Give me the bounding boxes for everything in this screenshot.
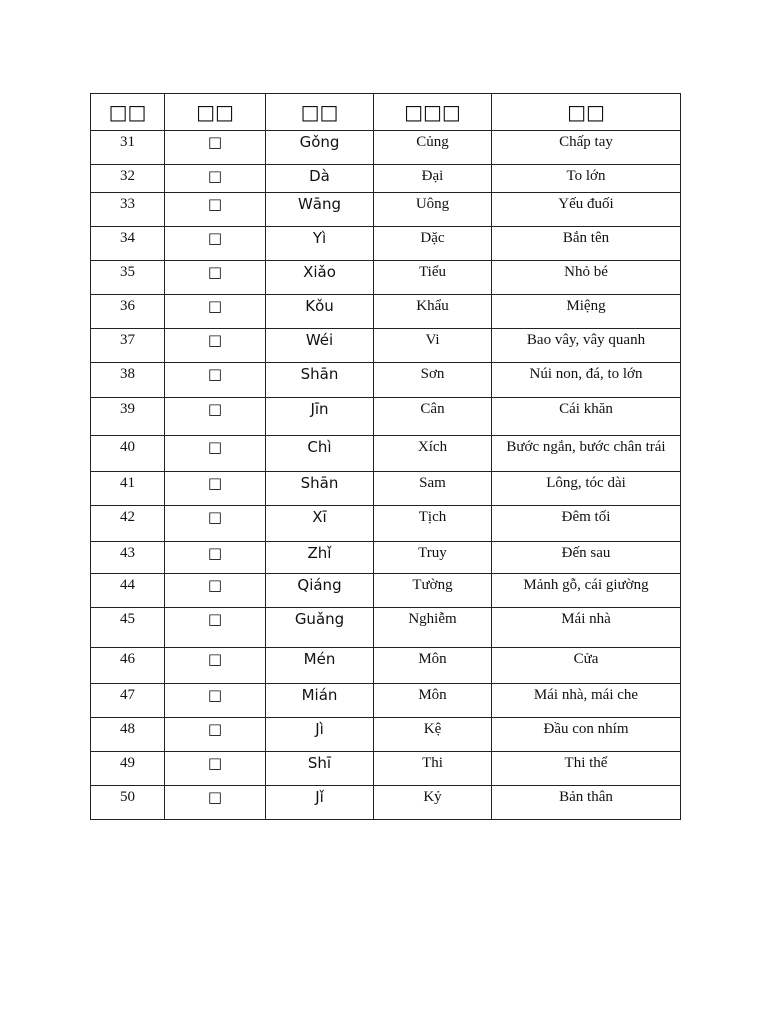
cell-pinyin: Gǒng [266,131,374,165]
cell-meaning: Thi thể [492,752,681,786]
cell-number: 46 [91,648,165,684]
cell-meaning: Nhỏ bé [492,261,681,295]
cell-sino-vietnamese: Khẩu [374,295,492,329]
cell-number: 44 [91,574,165,608]
cell-number: 45 [91,608,165,648]
cell-meaning: Mái nhà [492,608,681,648]
cell-character: □ [165,752,266,786]
cell-pinyin: Mián [266,684,374,718]
header-pinyin: □□ [266,94,374,131]
table-row [91,506,681,542]
cell-pinyin: Yì [266,227,374,261]
cell-pinyin: Shān [266,472,374,506]
table-row [91,542,681,574]
cell-pinyin: Mén [266,648,374,684]
cell-number: 50 [91,786,165,820]
cell-character: □ [165,165,266,193]
radicals-table [90,93,681,820]
cell-sino-vietnamese: Uông [374,193,492,227]
cell-meaning: Cái khăn [492,398,681,436]
cell-number: 42 [91,506,165,542]
cell-sino-vietnamese: Đại [374,165,492,193]
table-row [91,718,681,752]
cell-number: 36 [91,295,165,329]
table-row [91,329,681,363]
cell-pinyin: Shī [266,752,374,786]
table-row [91,472,681,506]
cell-pinyin: Jì [266,718,374,752]
table-row [91,398,681,436]
cell-character: □ [165,718,266,752]
cell-sino-vietnamese: Sơn [374,363,492,398]
cell-meaning: Lông, tóc dài [492,472,681,506]
cell-pinyin: Kǒu [266,295,374,329]
table-row [91,608,681,648]
cell-number: 31 [91,131,165,165]
header-meaning: □□ [492,94,681,131]
cell-meaning: Bắn tên [492,227,681,261]
cell-meaning: Chấp tay [492,131,681,165]
cell-pinyin: Jǐ [266,786,374,820]
cell-meaning: Miệng [492,295,681,329]
cell-meaning: Mảnh gỗ, cái giường [492,574,681,608]
cell-pinyin: Dà [266,165,374,193]
cell-meaning: Đêm tối [492,506,681,542]
table-row [91,227,681,261]
cell-character: □ [165,436,266,472]
cell-sino-vietnamese: Tịch [374,506,492,542]
cell-sino-vietnamese: Kỷ [374,786,492,820]
cell-sino-vietnamese: Vi [374,329,492,363]
table-row [91,786,681,820]
cell-pinyin: Guǎng [266,608,374,648]
cell-number: 39 [91,398,165,436]
cell-meaning: To lớn [492,165,681,193]
cell-character: □ [165,574,266,608]
table-row [91,436,681,472]
cell-meaning: Đến sau [492,542,681,574]
cell-number: 34 [91,227,165,261]
cell-character: □ [165,261,266,295]
cell-number: 43 [91,542,165,574]
table-row [91,684,681,718]
cell-pinyin: Jīn [266,398,374,436]
cell-number: 33 [91,193,165,227]
cell-number: 35 [91,261,165,295]
cell-character: □ [165,131,266,165]
cell-character: □ [165,684,266,718]
cell-pinyin: Xī [266,506,374,542]
cell-pinyin: Shān [266,363,374,398]
table-row [91,363,681,398]
header-number: □□ [91,94,165,131]
cell-character: □ [165,506,266,542]
cell-character: □ [165,398,266,436]
table-row [91,752,681,786]
cell-character: □ [165,786,266,820]
cell-number: 40 [91,436,165,472]
cell-meaning: Bao vây, vây quanh [492,329,681,363]
cell-character: □ [165,542,266,574]
cell-sino-vietnamese: Truy [374,542,492,574]
cell-character: □ [165,648,266,684]
cell-character: □ [165,329,266,363]
header-row [91,94,681,131]
cell-sino-vietnamese: Kệ [374,718,492,752]
cell-number: 49 [91,752,165,786]
cell-number: 47 [91,684,165,718]
cell-character: □ [165,227,266,261]
cell-sino-vietnamese: Củng [374,131,492,165]
cell-sino-vietnamese: Tiểu [374,261,492,295]
table-row [91,131,681,165]
cell-sino-vietnamese: Tường [374,574,492,608]
cell-sino-vietnamese: Dặc [374,227,492,261]
cell-pinyin: Chì [266,436,374,472]
cell-sino-vietnamese: Sam [374,472,492,506]
cell-sino-vietnamese: Môn [374,684,492,718]
table-row [91,648,681,684]
table-row [91,193,681,227]
cell-sino-vietnamese: Xích [374,436,492,472]
header-character: □□ [165,94,266,131]
cell-pinyin: Xiǎo [266,261,374,295]
cell-meaning: Bước ngắn, bước chân trái [492,436,681,472]
cell-character: □ [165,363,266,398]
table-row [91,165,681,193]
cell-meaning: Núi non, đá, to lớn [492,363,681,398]
table-row [91,295,681,329]
cell-sino-vietnamese: Nghiễm [374,608,492,648]
cell-sino-vietnamese: Thi [374,752,492,786]
cell-number: 32 [91,165,165,193]
cell-meaning: Yếu đuối [492,193,681,227]
cell-meaning: Mái nhà, mái che [492,684,681,718]
cell-character: □ [165,608,266,648]
cell-number: 48 [91,718,165,752]
cell-number: 41 [91,472,165,506]
cell-sino-vietnamese: Cân [374,398,492,436]
cell-number: 37 [91,329,165,363]
table-row [91,261,681,295]
cell-number: 38 [91,363,165,398]
table-row [91,574,681,608]
cell-pinyin: Zhǐ [266,542,374,574]
cell-pinyin: Wéi [266,329,374,363]
cell-sino-vietnamese: Môn [374,648,492,684]
cell-pinyin: Qiáng [266,574,374,608]
cell-meaning: Bản thân [492,786,681,820]
cell-pinyin: Wāng [266,193,374,227]
header-sino-vietnamese: □□□ [374,94,492,131]
cell-character: □ [165,472,266,506]
cell-meaning: Đầu con nhím [492,718,681,752]
cell-meaning: Cửa [492,648,681,684]
cell-character: □ [165,295,266,329]
cell-character: □ [165,193,266,227]
